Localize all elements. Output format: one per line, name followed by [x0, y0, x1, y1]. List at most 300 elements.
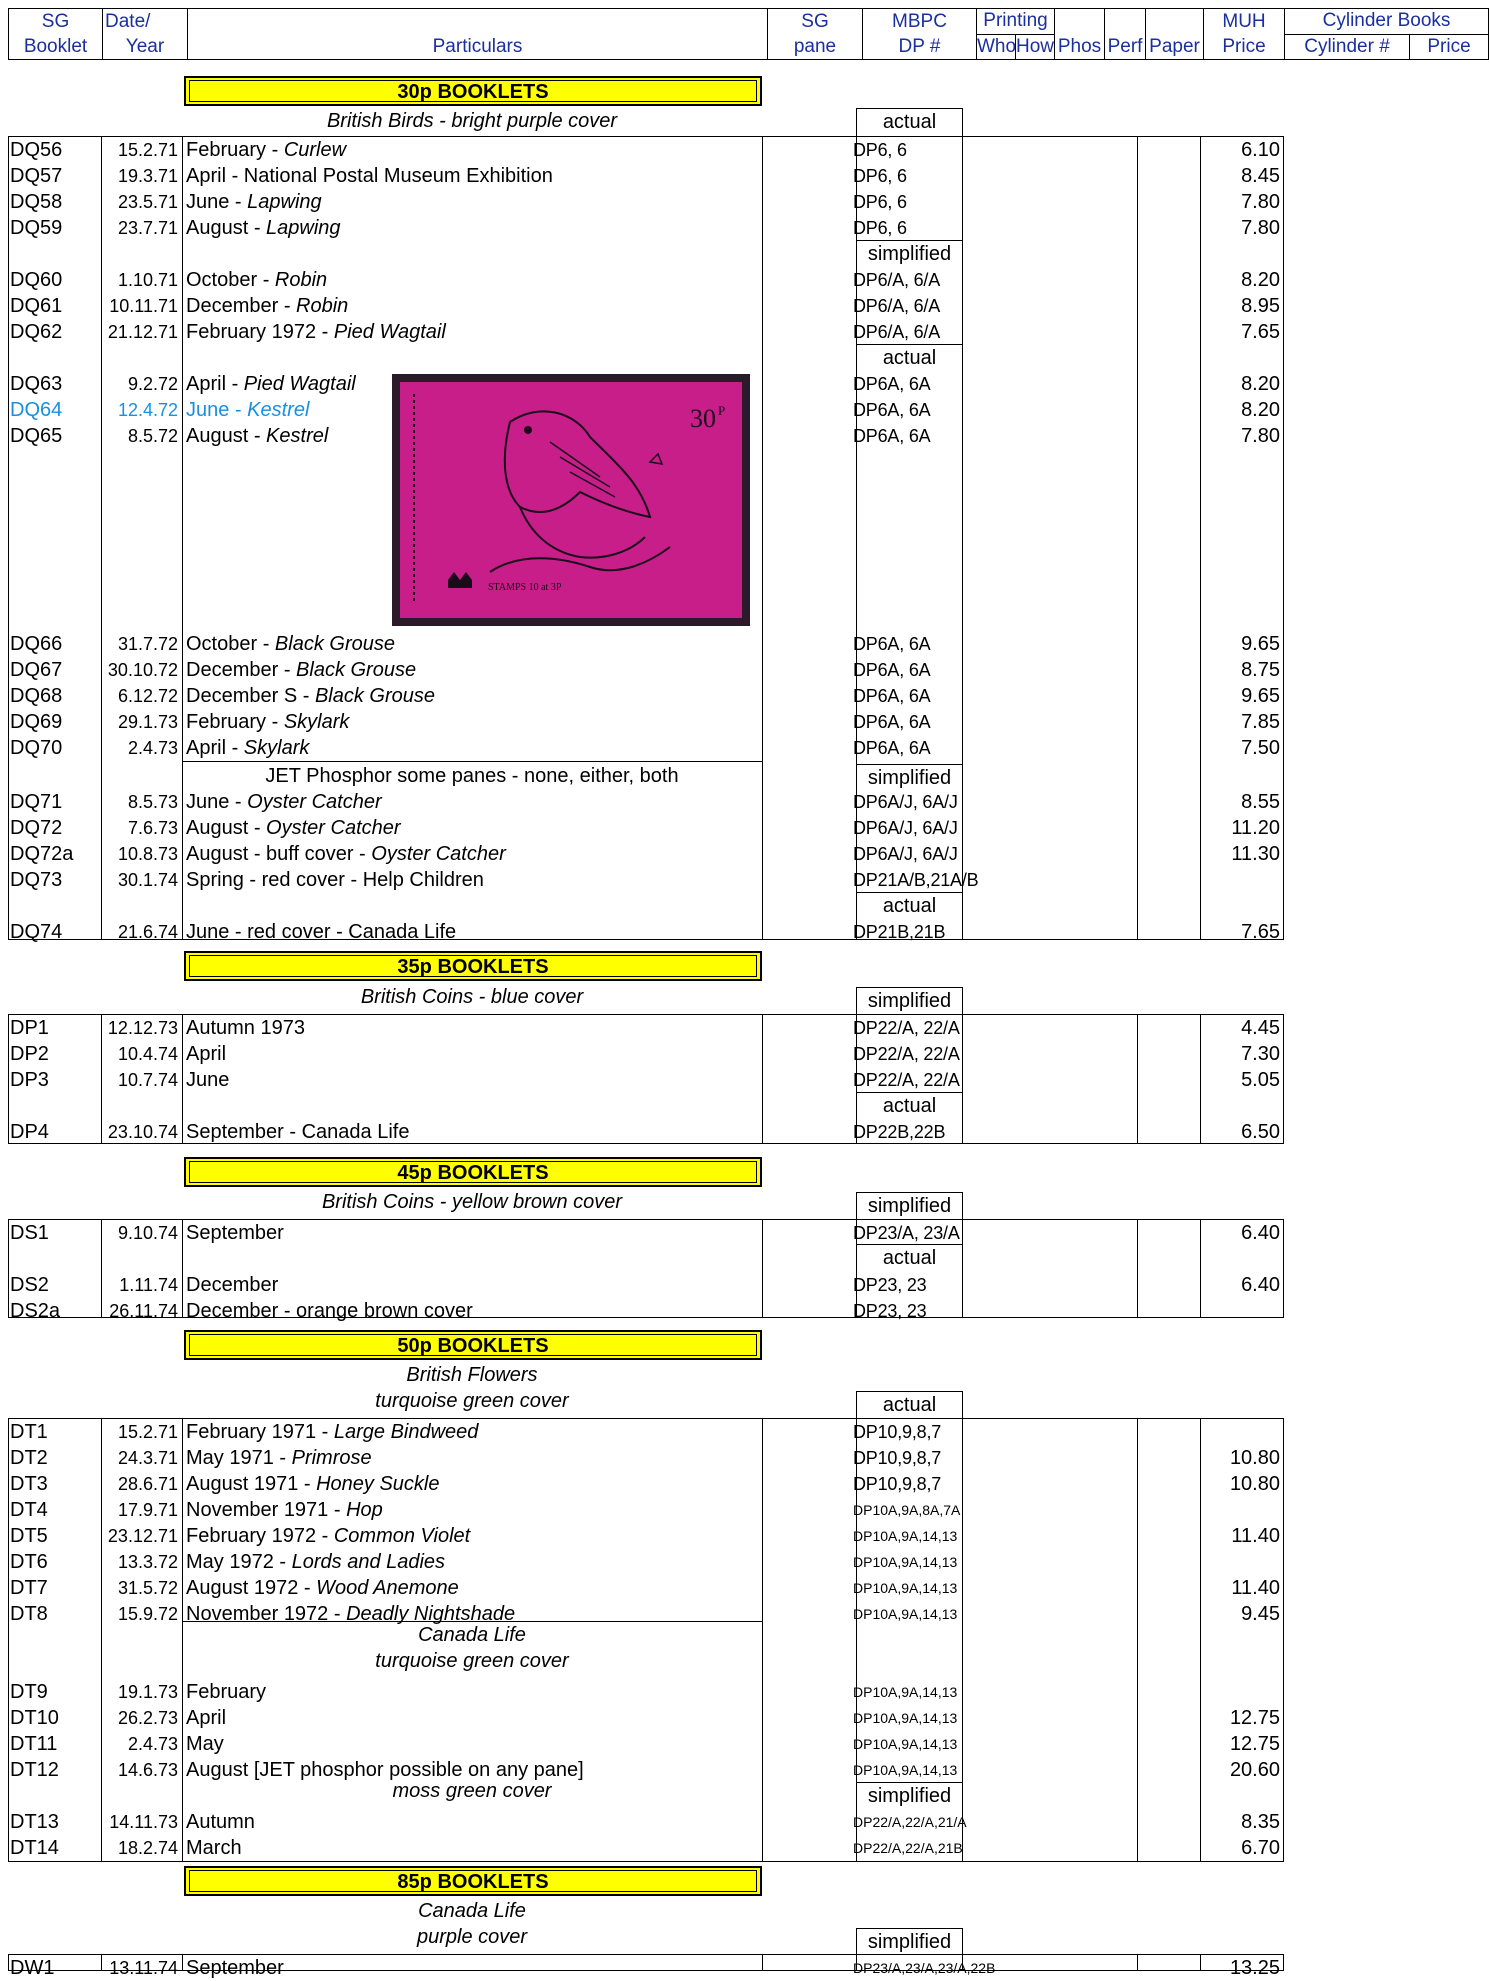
particulars-text: September - Canada Life: [186, 1121, 410, 1143]
row-dp-number: DP21B,21B: [853, 922, 946, 942]
row-sg-number: DT9: [10, 1681, 48, 1703]
particulars-subject: Pied Wagtail: [333, 321, 446, 343]
section-banner-85p: 85p BOOKLETS: [184, 1866, 762, 1896]
row-muh-price: 8.20: [1241, 373, 1280, 395]
particulars-subject: Oyster Catcher: [266, 817, 401, 839]
row-particulars: [186, 631, 395, 657]
particulars-subject: Deadly Nightshade: [346, 1603, 516, 1625]
row-date: 23.12.71: [107, 1526, 178, 1546]
particulars-text: February 1972 -: [186, 321, 334, 343]
section-subtitle: British Birds - bright purple cover: [326, 110, 618, 132]
row-muh-price: 7.65: [1241, 921, 1280, 943]
particulars-subject: Oyster Catcher: [371, 843, 506, 865]
row-date: 15.2.71: [117, 140, 178, 160]
row-sg-number: DQ67: [10, 659, 63, 681]
row-date: 10.11.71: [109, 296, 178, 316]
row-muh-price: 4.45: [1241, 1017, 1280, 1039]
row-sg-number: DP4: [10, 1121, 49, 1143]
row-date: 31.7.72: [117, 634, 178, 654]
dp-type-label: simplified: [856, 240, 963, 268]
row-muh-price: 7.50: [1241, 737, 1280, 759]
hdr-paper: Paper: [1146, 34, 1204, 60]
row-particulars: [186, 163, 553, 189]
row-date: 1.11.74: [119, 1275, 178, 1295]
dp-type-label: simplified: [856, 1928, 963, 1956]
row-sg-number: DQ61: [10, 295, 63, 317]
section-subtitle: British Coins - blue cover: [360, 986, 584, 1008]
row-dp-number: DP10A,9A,14,13: [853, 1684, 958, 1700]
dp-type-label: simplified: [856, 987, 963, 1015]
particulars-subject: Hop: [346, 1499, 383, 1521]
particulars-subject: Lapwing: [247, 191, 322, 213]
kestrel-booklet-cover-image: [392, 374, 750, 626]
hdr-perf-top: [1105, 9, 1146, 35]
row-particulars: [186, 371, 356, 397]
particulars-subject: Common Violet: [333, 1525, 471, 1547]
row-dp-number: DP23/A,23/A,23/A,22B: [853, 1960, 996, 1976]
particulars-text: April: [186, 1707, 227, 1729]
row-date: 6.12.72: [117, 686, 178, 706]
row-particulars: [186, 137, 346, 163]
row-sg-number: DP3: [10, 1069, 49, 1091]
particulars-text: April: [186, 1043, 227, 1065]
row-sg-number: DQ62: [10, 321, 63, 343]
particulars-text: December -: [186, 295, 297, 317]
particulars-text: June -: [186, 399, 248, 421]
particulars-subject: Curlew: [283, 139, 347, 161]
column-divider: [1137, 1014, 1138, 1144]
particulars-text: September: [186, 1222, 284, 1244]
row-muh-price: 7.80: [1241, 425, 1280, 447]
row-dp-number: DP22/A, 22/A: [853, 1018, 960, 1038]
row-particulars: [186, 423, 328, 449]
particulars-text: Autumn 1973: [186, 1017, 305, 1039]
column-divider: [1137, 136, 1138, 940]
row-muh-price: 7.80: [1241, 217, 1280, 239]
row-date: 28.6.71: [117, 1474, 178, 1494]
row-sg-number: DT11: [10, 1733, 58, 1755]
particulars-text: August 1971 -: [186, 1473, 317, 1495]
particulars-subject: Lords and Ladies: [291, 1551, 446, 1573]
row-muh-price: 8.35: [1241, 1811, 1280, 1833]
row-sg-number: DT14: [10, 1837, 59, 1859]
row-date: 10.4.74: [117, 1044, 178, 1064]
particulars-text: December - orange brown cover: [186, 1300, 473, 1322]
particulars-text: October -: [186, 633, 275, 655]
row-sg-number: DT8: [10, 1603, 48, 1625]
particulars-text: August - buff cover -: [186, 843, 372, 865]
row-date: 21.6.74: [117, 922, 178, 942]
row-dp-number: DP22/A, 22/A: [853, 1044, 960, 1064]
row-particulars: [186, 789, 382, 815]
section-subtitle: Canada Life: [418, 1900, 526, 1922]
particulars-text: December: [186, 1274, 279, 1296]
cover-value-sup: P: [718, 403, 726, 418]
column-header: [8, 8, 1488, 60]
hdr-paper-top: [1146, 9, 1204, 35]
row-dp-number: DP6A, 6A: [853, 426, 931, 446]
hdr-sgpane: SG: [768, 9, 863, 35]
row-particulars: [186, 1220, 284, 1246]
hdr-particulars-top: [188, 9, 768, 35]
row-dp-number: DP6A, 6A: [853, 712, 931, 732]
row-dp-number: DP6A, 6A: [853, 660, 931, 680]
row-sg-number: DQ56: [10, 139, 63, 161]
dp-type-label: actual: [856, 108, 963, 136]
row-particulars: [186, 1955, 284, 1981]
particulars-subject: Skylark: [283, 711, 350, 733]
row-dp-number: DP6A, 6A: [853, 374, 931, 394]
particulars-subject: Black Grouse: [296, 659, 417, 681]
particulars-text: May 1972 -: [186, 1551, 292, 1573]
hdr-price: Price: [1204, 34, 1285, 60]
row-date: 30.1.74: [117, 870, 178, 890]
row-dp-number: DP10,9,8,7: [853, 1422, 942, 1442]
row-muh-price: 7.85: [1241, 711, 1280, 733]
particulars-subject: Large Bindweed: [333, 1421, 479, 1443]
row-dp-number: DP23, 23: [853, 1275, 927, 1295]
hdr-cyl-price: Price: [1410, 34, 1489, 60]
row-particulars: [186, 1119, 409, 1145]
hdr-cylinder-no: Cylinder #: [1285, 34, 1410, 60]
particulars-subject: Kestrel: [266, 425, 329, 447]
column-divider: [762, 1219, 763, 1318]
row-dp-number: DP10A,9A,14,13: [853, 1528, 958, 1544]
particulars-text: February 1972 -: [186, 1525, 334, 1547]
row-date: 30.10.72: [107, 660, 178, 680]
hdr-date: Date/: [103, 9, 188, 35]
row-sg-number: DQ73: [10, 869, 63, 891]
row-muh-price: 11.30: [1231, 843, 1280, 865]
row-sg-number: DQ65: [10, 425, 63, 447]
row-dp-number: DP23, 23: [853, 1301, 927, 1321]
particulars-text: Spring - red cover - Help Children: [186, 869, 484, 891]
row-dp-number: DP10A,9A,14,13: [853, 1710, 958, 1726]
row-muh-price: 20.60: [1229, 1759, 1280, 1781]
row-particulars: [186, 1497, 383, 1523]
row-particulars: [186, 1679, 266, 1705]
particulars-subject: Black Grouse: [314, 685, 435, 707]
hdr-how: How: [1016, 34, 1055, 60]
hdr-pane: pane: [768, 34, 863, 60]
row-dp-number: DP6A/J, 6A/J: [853, 844, 958, 864]
row-dp-number: DP6A, 6A: [853, 738, 931, 758]
row-date: 8.5.73: [127, 792, 178, 812]
particulars-text: June - red cover - Canada Life: [186, 921, 457, 943]
row-muh-price: 9.65: [1241, 633, 1280, 655]
row-particulars: [186, 1757, 584, 1783]
row-dp-number: DP6, 6: [853, 140, 907, 160]
row-sg-number: DQ59: [10, 217, 63, 239]
row-muh-price: 9.65: [1241, 685, 1280, 707]
row-sg-number: DQ72a: [10, 843, 74, 865]
row-particulars: [186, 1298, 473, 1324]
column-divider: [1137, 1418, 1138, 1862]
kestrel-icon: [400, 382, 742, 618]
column-divider: [762, 136, 763, 940]
row-date: 14.6.73: [117, 1760, 178, 1780]
row-sg-number: DS2: [10, 1274, 49, 1296]
particulars-text: February 1971 -: [186, 1421, 334, 1443]
particulars-subject: Primrose: [291, 1447, 372, 1469]
row-muh-price: 7.30: [1241, 1043, 1280, 1065]
row-sg-number: DT1: [10, 1421, 48, 1443]
row-dp-number: DP22/A,22/A,21B: [853, 1840, 963, 1856]
dp-type-label: actual: [856, 1092, 963, 1120]
row-sg-number: DQ64: [10, 399, 63, 421]
particulars-text: August -: [186, 817, 267, 839]
row-muh-price: 6.10: [1241, 139, 1280, 161]
column-divider: [762, 1014, 763, 1144]
column-divider: [762, 1418, 763, 1862]
dp-type-label: actual: [856, 344, 963, 372]
row-dp-number: DP10A,9A,14,13: [853, 1762, 958, 1778]
row-sg-number: DQ63: [10, 373, 63, 395]
row-dp-number: DP10A,9A,14,13: [853, 1554, 958, 1570]
particulars-text: Autumn: [186, 1811, 255, 1833]
row-date: 10.7.74: [117, 1070, 178, 1090]
row-dp-number: DP10A,9A,14,13: [853, 1580, 958, 1596]
row-sg-number: DQ66: [10, 633, 63, 655]
hdr-muh: MUH: [1204, 9, 1285, 35]
particulars-text: December S -: [186, 685, 315, 707]
row-muh-price: 10.80: [1229, 1447, 1280, 1469]
row-date: 31.5.72: [117, 1578, 178, 1598]
particulars-text: September: [186, 1957, 284, 1979]
particulars-text: February: [186, 1681, 267, 1703]
row-date: 12.4.72: [117, 400, 178, 420]
row-particulars: [186, 1067, 229, 1093]
dp-type-label: actual: [856, 1391, 963, 1419]
row-sg-number: DT3: [10, 1473, 48, 1495]
hdr-sg: SG: [9, 9, 103, 35]
row-particulars: [186, 867, 484, 893]
particulars-text: November 1972 -: [186, 1603, 347, 1625]
hdr-dp: DP #: [863, 34, 977, 60]
row-date: 19.3.71: [117, 166, 178, 186]
cover-value: 30: [690, 404, 716, 433]
hdr-phos: Phos: [1055, 34, 1105, 60]
row-dp-number: DP6/A, 6/A: [853, 322, 941, 342]
row-date: 19.1.73: [117, 1682, 178, 1702]
particulars-subject: Black Grouse: [274, 633, 395, 655]
particulars-text: May: [186, 1733, 224, 1755]
particulars-text: February -: [186, 139, 284, 161]
row-dp-number: DP6A/J, 6A/J: [853, 792, 958, 812]
row-particulars: [186, 1419, 478, 1445]
row-sg-number: DT4: [10, 1499, 48, 1521]
section-subtitle: purple cover: [416, 1926, 528, 1948]
dp-type-label: simplified: [856, 1782, 963, 1810]
row-date: 13.11.74: [109, 1958, 178, 1978]
section-banner-50p: 50p BOOKLETS: [184, 1330, 762, 1360]
particulars-subject: Honey Suckle: [316, 1473, 440, 1495]
row-sg-number: DT10: [10, 1707, 59, 1729]
row-sg-number: DQ57: [10, 165, 63, 187]
row-particulars: [186, 1575, 459, 1601]
particulars-subject: Lapwing: [266, 217, 341, 239]
row-sg-number: DP2: [10, 1043, 49, 1065]
row-sg-number: DW1: [10, 1957, 55, 1979]
row-date: 26.11.74: [109, 1301, 178, 1321]
row-dp-number: DP6A, 6A: [853, 400, 931, 420]
row-date: 24.3.71: [117, 1448, 178, 1468]
row-particulars: [186, 189, 322, 215]
row-particulars: [186, 267, 327, 293]
row-sg-number: DQ60: [10, 269, 63, 291]
section-banner-30p: 30p BOOKLETS: [184, 76, 762, 106]
particulars-text: April -: [186, 373, 244, 395]
row-dp-number: DP6A, 6A: [853, 634, 931, 654]
column-divider: [182, 136, 183, 940]
row-date: 15.9.72: [117, 1604, 178, 1624]
particulars-text: June -: [186, 191, 248, 213]
section-subtitle: turquoise green cover: [375, 1390, 569, 1412]
column-divider: [762, 1954, 763, 1971]
hdr-printing: Printing: [977, 9, 1055, 35]
row-particulars: [186, 1705, 226, 1731]
row-particulars: [186, 1523, 470, 1549]
row-date: 8.5.72: [127, 426, 178, 446]
row-dp-number: DP21A/B,21A/B: [853, 870, 979, 890]
hdr-who: Who: [977, 34, 1016, 60]
row-muh-price: 8.20: [1241, 269, 1280, 291]
row-particulars: [186, 1549, 445, 1575]
row-date: 7.6.73: [127, 818, 178, 838]
row-dp-number: DP10A,9A,14,13: [853, 1606, 958, 1622]
section-subtitle: turquoise green cover: [375, 1650, 569, 1672]
row-muh-price: 8.95: [1241, 295, 1280, 317]
row-particulars: [186, 1471, 440, 1497]
hdr-phos-top: [1055, 9, 1105, 35]
row-divider: [182, 761, 762, 762]
row-date: 26.2.73: [117, 1708, 178, 1728]
row-sg-number: DS2a: [10, 1300, 61, 1322]
row-particulars: [186, 1041, 226, 1067]
dp-type-label: simplified: [856, 764, 963, 792]
row-date: 21.12.71: [107, 322, 178, 342]
particulars-text: April - National Postal Museum Exhibition: [186, 165, 553, 187]
row-particulars: [186, 709, 349, 735]
particulars-subject: Wood Anemone: [316, 1577, 459, 1599]
row-sg-number: DQ71: [10, 791, 63, 813]
hdr-mbpc: MBPC: [863, 9, 977, 35]
row-date: 9.2.72: [127, 374, 178, 394]
row-dp-number: DP6, 6: [853, 192, 907, 212]
dp-type-label: actual: [856, 1244, 963, 1272]
row-dp-number: DP6A/J, 6A/J: [853, 818, 958, 838]
particulars-text: August [JET phosphor possible on any pane]: [186, 1759, 584, 1781]
row-dp-number: DP6A, 6A: [853, 686, 931, 706]
row-muh-price: 6.70: [1241, 1837, 1280, 1859]
row-muh-price: 5.05: [1241, 1069, 1280, 1091]
row-dp-number: DP23/A, 23/A: [853, 1223, 960, 1243]
row-dp-number: DP22/A,22/A,21/A: [853, 1814, 967, 1830]
hdr-booklet: Booklet: [9, 34, 103, 60]
dp-type-label: simplified: [856, 1192, 963, 1220]
section-subtitle: moss green cover: [392, 1780, 552, 1802]
row-particulars: [186, 683, 435, 709]
row-dp-number: DP6, 6: [853, 218, 907, 238]
row-dp-number: DP10A,9A,8A,7A: [853, 1502, 961, 1518]
row-date: 15.2.71: [117, 1422, 178, 1442]
row-date: 2.4.73: [127, 1734, 178, 1754]
column-divider: [962, 1014, 963, 1144]
particulars-text: November 1971 -: [186, 1499, 347, 1521]
row-dp-number: DP10,9,8,7: [853, 1474, 942, 1494]
section-banner-35p: 35p BOOKLETS: [184, 951, 762, 981]
row-sg-number: DT2: [10, 1447, 48, 1469]
row-dp-number: DP10A,9A,14,13: [853, 1736, 958, 1752]
particulars-subject: Pied Wagtail: [243, 373, 356, 395]
row-muh-price: 6.50: [1241, 1121, 1280, 1143]
row-muh-price: 11.20: [1231, 817, 1280, 839]
particulars-text: April -: [186, 737, 244, 759]
hdr-year: Year: [103, 34, 188, 60]
row-date: 17.9.71: [117, 1500, 178, 1520]
row-sg-number: DT13: [10, 1811, 59, 1833]
row-particulars: [186, 1835, 242, 1861]
row-sg-number: DT7: [10, 1577, 48, 1599]
row-dp-number: DP6/A, 6/A: [853, 270, 941, 290]
row-date: 23.5.71: [117, 192, 178, 212]
row-date: 23.7.71: [117, 218, 178, 238]
particulars-text: June: [186, 1069, 230, 1091]
row-particulars: [186, 1015, 305, 1041]
row-particulars: [186, 735, 309, 761]
hdr-cylinder-books: Cylinder Books: [1285, 9, 1489, 35]
row-date: 1.10.71: [117, 270, 178, 290]
row-muh-price: 10.80: [1229, 1473, 1280, 1495]
row-sg-number: DT6: [10, 1551, 48, 1573]
row-particulars: [186, 1272, 278, 1298]
row-date: 10.8.73: [117, 844, 178, 864]
row-sg-number: DQ68: [10, 685, 63, 707]
row-muh-price: 11.40: [1231, 1525, 1280, 1547]
row-sg-number: DT12: [10, 1759, 59, 1781]
particulars-subject: Kestrel: [247, 399, 310, 421]
row-muh-price: 12.75: [1229, 1733, 1280, 1755]
column-divider: [1137, 1219, 1138, 1318]
particulars-text: August 1972 -: [186, 1577, 317, 1599]
row-dp-number: DP6, 6: [853, 166, 907, 186]
row-muh-price: 13.25: [1229, 1957, 1280, 1979]
row-particulars: [186, 1445, 372, 1471]
row-date: 12.12.73: [107, 1018, 178, 1038]
row-muh-price: 6.40: [1241, 1222, 1280, 1244]
dp-type-label: actual: [856, 892, 963, 920]
column-divider: [182, 1954, 183, 1971]
row-muh-price: 12.75: [1229, 1707, 1280, 1729]
particulars-text: May 1971 -: [186, 1447, 292, 1469]
particulars-subject: Skylark: [243, 737, 310, 759]
row-date: 2.4.73: [127, 738, 178, 758]
particulars-text: March: [186, 1837, 242, 1859]
particulars-text: February -: [186, 711, 284, 733]
row-dp-number: DP10,9,8,7: [853, 1448, 942, 1468]
row-particulars: [186, 919, 456, 945]
row-date: 13.3.72: [117, 1552, 178, 1572]
row-muh-price: 9.45: [1241, 1603, 1280, 1625]
particulars-subject: Robin: [274, 269, 328, 291]
section-subtitle: Canada Life: [418, 1624, 526, 1646]
row-particulars: [186, 319, 446, 345]
particulars-text: October -: [186, 269, 275, 291]
row-sg-number: DQ70: [10, 737, 63, 759]
row-particulars: [186, 1731, 224, 1757]
row-particulars: [186, 815, 401, 841]
row-dp-number: DP22/A, 22/A: [853, 1070, 960, 1090]
